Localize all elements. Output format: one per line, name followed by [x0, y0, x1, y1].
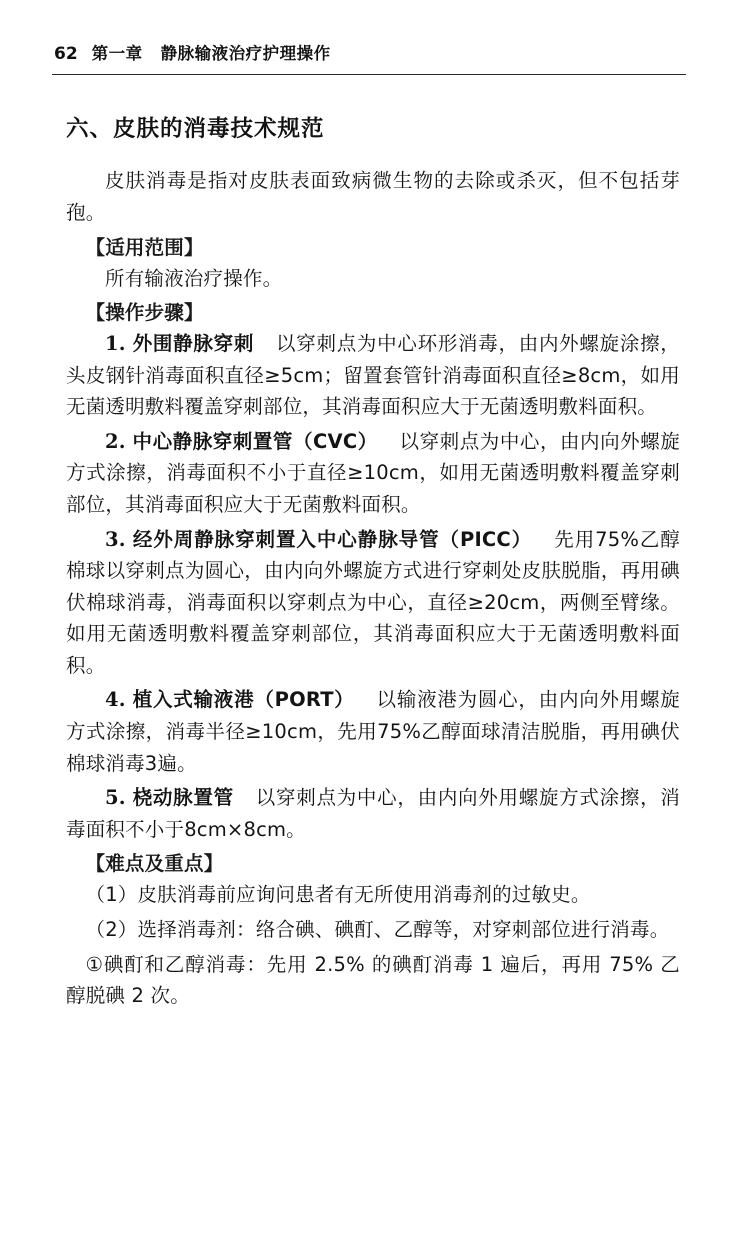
- step-item: [66, 328, 680, 423]
- page-content: [52, 111, 686, 1011]
- chapter-title: 静脉输液治疗护理操作: [160, 44, 331, 63]
- header-divider: [52, 74, 686, 75]
- step-title: 经外周静脉穿刺置入中心静脉导管（PICC）: [132, 527, 533, 551]
- step-number: 5.: [105, 786, 126, 810]
- page-number: 62: [54, 44, 78, 64]
- step-text: 以输液港为圆心，由内向外用螺旋方式涂擦，消毒半径≥10cm，先用75%乙醇面球清洁脱脂，再用碘伏棉球消毒3遍。: [66, 688, 680, 775]
- difficulty-item: ①碘酊和乙醇消毒：先用 2.5% 的碘酊消毒 1 遍后，再用 75% 乙醇脱碘 2 次。: [66, 952, 680, 1008]
- step-number: 4.: [105, 688, 126, 712]
- step-number: 3.: [105, 527, 126, 551]
- step-title: 中心静脉穿刺置管（CVC）: [132, 429, 378, 453]
- step-title: 植入式输液港（PORT）: [132, 688, 355, 712]
- step-item: [66, 684, 680, 779]
- step-number: 2.: [105, 429, 126, 453]
- step-title: 桡动脉置管: [132, 786, 234, 810]
- step-item: [66, 426, 680, 521]
- scope-heading: 【适用范围】: [85, 235, 204, 259]
- steps-heading: 【操作步骤】: [85, 301, 204, 325]
- step-text: 以穿刺点为中心环形消毒，由内外螺旋涂擦，头皮钢针消毒面积直径≥5cm；留置套管针消毒面积直径≥8cm，如用无菌透明敷料覆盖穿刺部位，其消毒面积应大于无菌透明敷料面积。: [66, 332, 680, 419]
- section-intro: 皮肤消毒是指对皮肤表面致病微生物的去除或杀灭，但不包括芽孢。: [66, 169, 680, 224]
- step-number: 1.: [105, 332, 126, 356]
- step-text: 以穿刺点为中心，由内向外用螺旋方式涂擦，消毒面积不小于8cm×8cm。: [66, 786, 680, 841]
- chapter-label: 第一章: [91, 44, 143, 63]
- difficulty-item: （2）选择消毒剂：络合碘、碘酊、乙醇等，对穿刺部位进行消毒。: [85, 917, 670, 941]
- running-head: [52, 40, 686, 64]
- section-title: 六、皮肤的消毒技术规范: [66, 116, 325, 143]
- difficulty-item: （1）皮肤消毒前应询问患者有无所使用消毒剂的过敏史。: [85, 883, 591, 907]
- scope-text: 所有输液治疗操作。: [105, 266, 283, 290]
- difficulty-heading: 【难点及重点】: [85, 852, 224, 876]
- chapter-heading: [92, 40, 331, 64]
- step-item: [66, 782, 680, 845]
- step-text: 以穿刺点为中心，由内向外螺旋方式涂擦，消毒面积不小于直径≥10cm，如用无菌透明敷料覆盖穿刺部位，其消毒面积应大于无菌敷料面积。: [66, 429, 680, 517]
- step-text: 先用75%乙醇棉球以穿刺点为圆心，由内向外螺旋方式进行穿刺处皮肤脱脂，再用碘伏棉球消毒，消毒面积以穿刺点为中心，直径≥20cm，两侧至臂缘。如用无菌透明敷料覆盖穿刺部位，其消毒面积应大于无菌透明敷料面积。: [66, 527, 680, 677]
- step-item: [66, 524, 680, 682]
- step-title: 外围静脉穿刺: [132, 332, 255, 356]
